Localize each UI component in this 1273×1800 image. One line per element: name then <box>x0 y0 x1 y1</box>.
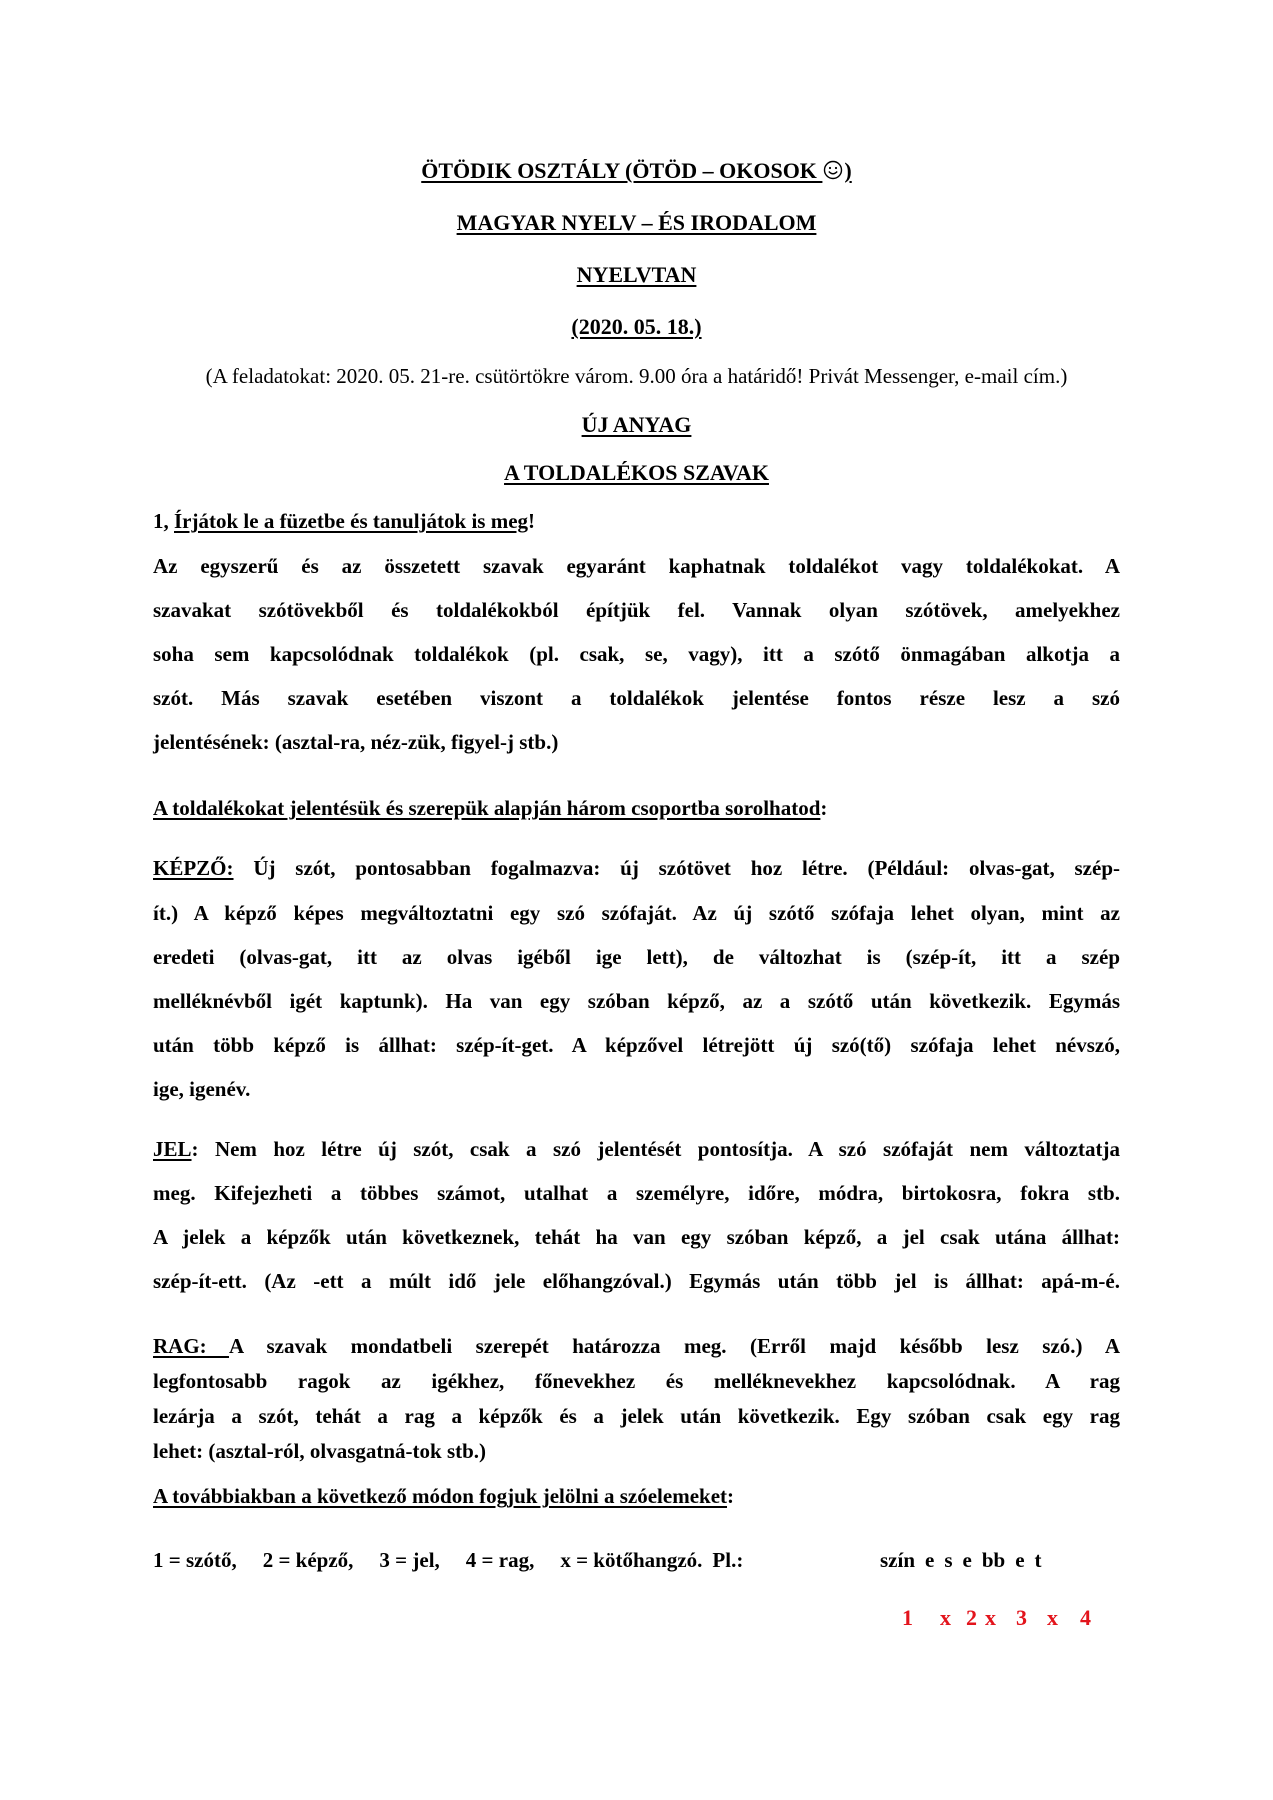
task-instruction <box>153 511 1120 532</box>
lesson-title: A TOLDALÉKOS SZAVAK <box>504 460 769 485</box>
rag-line: lezárja a szót, tehát a rag a képzők és a jelek után következik. Egy szóban csak egy rag <box>153 1404 1120 1428</box>
example-code: x <box>985 1605 996 1630</box>
jel-line: meg. Kifejezheti a többes számot, utalhat a személyre, időre, módra, birtokosra, fokra stb. <box>153 1181 1120 1205</box>
rag-line: legfontosabb ragok az igékhez, főnevekhez és melléknevekhez kapcsolódnak. A rag <box>153 1369 1120 1393</box>
kepzo-line <box>153 858 1120 879</box>
intro-line: szót. Más szavak esetében viszont a toldalékok jelentése fontos része lesz a szó <box>153 686 1120 710</box>
jel-line: szép-ít-ett. (Az -ett a múlt idő jele előhangzóval.) Egymás után több jel is állhat: apá-m-é. <box>153 1269 1120 1293</box>
kepzo-text-rest: A képző képes megváltoztatni egy szó szófaját. Az új szótő szófaja lehet olyan, mint az <box>178 901 1120 925</box>
example-code: 2 <box>966 1605 977 1630</box>
groups-heading <box>153 798 1120 819</box>
rag-line: lehet: (asztal-ról, olvasgatná-tok stb.) <box>153 1439 487 1463</box>
smiley-face-icon <box>823 160 843 180</box>
section-heading: ÚJ ANYAG <box>581 412 692 437</box>
example-code: x <box>940 1605 951 1630</box>
example-part: t <box>1034 1548 1042 1572</box>
groups-heading-colon: : <box>820 796 828 820</box>
task-text: Írjátok le a füzetbe és tanuljátok is meg <box>174 509 529 533</box>
deadline-note: (A feladatokat: 2020. 05. 21-re. csütörtökre várom. 9.00 óra a határidő! Privát Messenger, e-mail cím.) <box>205 364 1068 388</box>
example-code: 3 <box>1016 1605 1027 1630</box>
example-part: e <box>925 1548 935 1572</box>
legend-item-marker: 3 = jel, <box>379 1548 440 1572</box>
kepzo-text-start: ít.) <box>153 901 179 925</box>
rag-label: RAG: <box>153 1334 229 1358</box>
title-text: ÖTÖDIK OSZTÁLY (ÖTÖD – OKOSOK <box>421 158 823 183</box>
title-close-paren: ) <box>844 158 852 183</box>
legend-item-linking-vowel: x = kötőhangzó. <box>560 1548 703 1572</box>
rag-line <box>153 1336 1120 1357</box>
task-number: 1, <box>153 509 174 533</box>
kepzo-text: Új szót, pontosabban fogalmazva: új szótövet hoz létre. (Például: olvas-gat, szép- <box>233 856 1120 880</box>
kepzo-line: ige, igenév. <box>153 1077 251 1101</box>
example-prefix: Pl.: <box>712 1548 744 1572</box>
kepzo-line: melléknévből igét kaptunk). Ha van egy szóban képző, az a szótő után következik. Egymás <box>153 989 1120 1013</box>
subject-heading: MAGYAR NYELV – ÉS IRODALOM <box>456 210 817 235</box>
example-part: bb <box>981 1548 1006 1572</box>
example-code: 4 <box>1080 1605 1091 1630</box>
example-part: e <box>1015 1548 1025 1572</box>
example-word <box>880 1550 1052 1571</box>
date-heading: (2020. 05. 18.) <box>571 314 702 339</box>
example-part: s <box>944 1548 953 1572</box>
example-code: x <box>1047 1605 1058 1630</box>
legend-item-root: 1 = szótő, <box>153 1548 237 1572</box>
legend-item-derivational: 2 = képző, <box>262 1548 354 1572</box>
kepzo-line: után több képző is állhat: szép-ít-get. A képzővel létrejött új szó(tő) szófaja lehet névszó, <box>153 1033 1120 1057</box>
intro-line: soha sem kapcsolódnak toldalékok (pl. csak, se, vagy), itt a szótő önmagában alkotja a <box>153 642 1120 666</box>
marking-heading <box>153 1486 1120 1507</box>
kepzo-label: KÉPZŐ: <box>153 856 234 880</box>
example-part: e <box>962 1548 972 1572</box>
document-title <box>0 160 1273 182</box>
intro-line: Az egyszerű és az összetett szavak egyaránt kaphatnak toldalékot vagy toldalékokat. A <box>153 554 1120 578</box>
task-end: ! <box>528 509 536 533</box>
rag-text: A szavak mondatbeli szerepét határozza meg. (Erről majd később lesz szó.) A <box>229 1334 1121 1358</box>
example-code: 1 <box>902 1605 913 1630</box>
kepzo-line <box>153 903 1120 924</box>
marking-heading-text: A továbbiakban a következő módon fogjuk jelölni a szóelemeket <box>153 1484 728 1508</box>
kepzo-line: eredeti (olvas-gat, itt az olvas igéből ige lett), de változhat is (szép-ít, itt a szép <box>153 945 1120 969</box>
legend-item-inflection: 4 = rag, <box>465 1548 535 1572</box>
jel-line: A jelek a képzők után következnek, tehát ha van egy szóban képző, a jel csak utána állhat: <box>153 1225 1120 1249</box>
example-part: szín <box>880 1548 916 1572</box>
groups-heading-text: A toldalékokat jelentésük és szerepük alapján három csoportba sorolhatod <box>153 796 821 820</box>
marking-heading-colon: : <box>727 1484 735 1508</box>
jel-line <box>153 1139 1120 1160</box>
intro-line: jelentésének: (asztal-ra, néz-zük, figyel-j stb.) <box>153 730 559 754</box>
jel-label: JEL <box>153 1137 192 1161</box>
jel-text: : Nem hoz létre új szót, csak a szó jelentését pontosítja. A szó szófaját nem változtatja <box>191 1137 1120 1161</box>
intro-line: szavakat szótövekből és toldalékokból építjük fel. Vannak olyan szótövek, amelyekhez <box>153 598 1120 622</box>
topic-heading: NYELVTAN <box>576 262 697 287</box>
